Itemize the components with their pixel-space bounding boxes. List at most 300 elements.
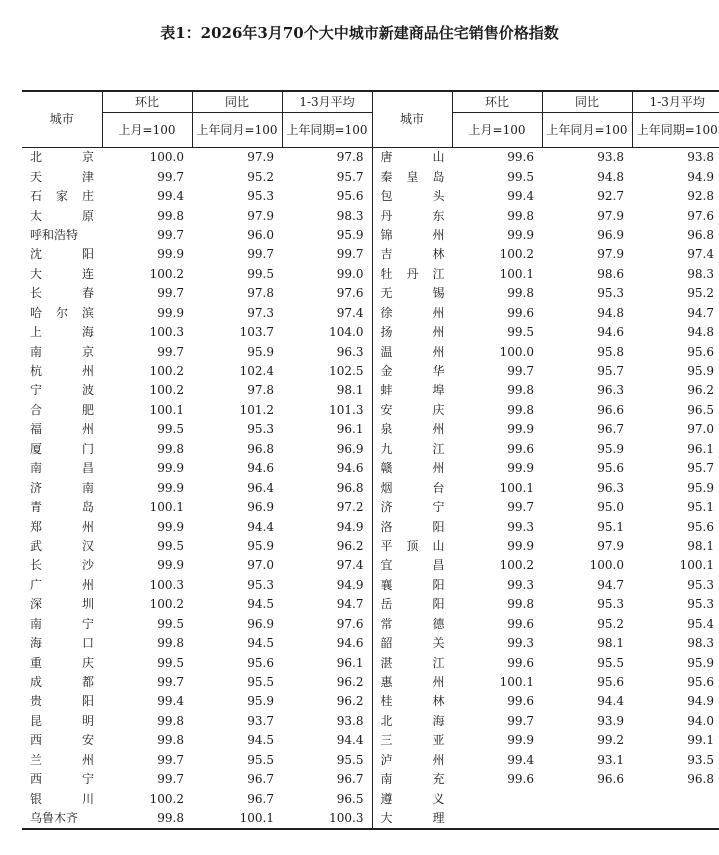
left-city-name bbox=[22, 809, 102, 829]
right-city-name-text: 烟 台 bbox=[380, 480, 445, 495]
right-yoy-value: 96.6 bbox=[597, 772, 624, 787]
right-avg-value: 95.9 bbox=[687, 480, 714, 495]
left-city-name bbox=[22, 323, 102, 342]
right-avg-value: 95.2 bbox=[687, 286, 714, 301]
right-avg-value: 94.8 bbox=[687, 325, 714, 340]
left-mom-header: 环比 bbox=[102, 91, 192, 113]
left-avg-value: 98.1 bbox=[282, 381, 372, 400]
right-yoy-value: 93.9 bbox=[597, 713, 624, 728]
left-mom-value: 100.0 bbox=[149, 150, 184, 165]
left-yoy-value: 94.4 bbox=[247, 519, 274, 534]
table-row bbox=[22, 498, 719, 517]
left-avg-value: 104.0 bbox=[282, 323, 372, 342]
left-avg-value: 97.4 bbox=[282, 304, 372, 323]
right-city-name bbox=[372, 420, 452, 439]
right-avg-value: 99.1 bbox=[687, 733, 714, 748]
right-city-name bbox=[372, 517, 452, 536]
left-yoy-value: 97.9 bbox=[247, 150, 274, 165]
left-city-name bbox=[22, 731, 102, 750]
left-city-name-text: 太 原 bbox=[30, 208, 94, 223]
left-yoy-value: 97.0 bbox=[247, 558, 274, 573]
right-city-name-text: 九 江 bbox=[380, 441, 445, 456]
right-city-name bbox=[372, 459, 452, 478]
right-yoy-value: 94.4 bbox=[597, 694, 624, 709]
right-yoy-value: 93.8 bbox=[597, 150, 624, 165]
left-yoy-header: 同比 bbox=[192, 91, 282, 113]
left-city-name-text: 海 口 bbox=[30, 636, 94, 651]
right-city-name-text: 遵 义 bbox=[380, 791, 445, 806]
right-city-name bbox=[372, 323, 452, 342]
right-yoy-value: 95.5 bbox=[597, 655, 624, 670]
right-avg-value: 95.1 bbox=[687, 500, 714, 515]
left-avg-value: 94.7 bbox=[282, 595, 372, 614]
left-yoy-value: 97.8 bbox=[247, 286, 274, 301]
right-mom-value: 99.6 bbox=[507, 150, 534, 165]
left-yoy-value: 95.3 bbox=[247, 577, 274, 592]
left-city-name-text: 南 宁 bbox=[30, 616, 94, 631]
right-avg-base bbox=[632, 113, 719, 148]
left-yoy-value: 97.3 bbox=[247, 305, 274, 320]
table-row bbox=[22, 731, 719, 750]
right-city-name-text: 泉 州 bbox=[380, 422, 445, 437]
left-city-name-text: 西 宁 bbox=[30, 772, 94, 787]
left-avg-value: 96.1 bbox=[282, 420, 372, 439]
left-avg-value: 95.9 bbox=[282, 226, 372, 245]
left-mom-value: 99.9 bbox=[157, 519, 184, 534]
right-mom-value: 99.6 bbox=[507, 305, 534, 320]
left-city-name-text: 宁 波 bbox=[30, 383, 94, 398]
left-city-name bbox=[22, 653, 102, 672]
left-avg-value: 96.1 bbox=[282, 653, 372, 672]
right-city-name-text: 平 顶 山 bbox=[380, 538, 445, 553]
left-avg-value: 93.8 bbox=[282, 712, 372, 731]
right-mom-value: 99.9 bbox=[507, 733, 534, 748]
left-city-name bbox=[22, 148, 102, 168]
right-avg-value: 94.9 bbox=[687, 169, 714, 184]
left-yoy-value: 95.9 bbox=[247, 694, 274, 709]
left-city-header: 城市 bbox=[22, 91, 102, 148]
right-city-name bbox=[372, 789, 452, 808]
left-city-name-text: 兰 州 bbox=[30, 752, 94, 767]
right-mom-value: 99.9 bbox=[507, 461, 534, 476]
left-avg-value: 101.3 bbox=[282, 401, 372, 420]
left-avg-value: 102.5 bbox=[282, 362, 372, 381]
left-mom-value: 99.8 bbox=[157, 733, 184, 748]
right-yoy-value bbox=[542, 809, 632, 829]
left-avg-value: 97.6 bbox=[282, 615, 372, 634]
left-mom-value: 100.2 bbox=[149, 364, 184, 379]
left-yoy-base bbox=[192, 113, 282, 148]
left-avg-value: 96.5 bbox=[282, 789, 372, 808]
right-city-name-text: 襄 阳 bbox=[380, 577, 445, 592]
right-city-name-text: 温 州 bbox=[380, 344, 445, 359]
left-avg-value: 100.3 bbox=[282, 809, 372, 829]
left-mom-value: 99.4 bbox=[157, 694, 184, 709]
left-city-name bbox=[22, 673, 102, 692]
left-avg-value: 96.8 bbox=[282, 478, 372, 497]
right-yoy-value: 92.7 bbox=[597, 189, 624, 204]
left-yoy-value: 96.7 bbox=[247, 791, 274, 806]
left-city-name bbox=[22, 634, 102, 653]
left-city-name bbox=[22, 284, 102, 303]
right-avg-value: 100.1 bbox=[679, 558, 714, 573]
table-row bbox=[22, 751, 719, 770]
right-yoy-value: 94.7 bbox=[597, 577, 624, 592]
left-yoy-value: 95.3 bbox=[247, 422, 274, 437]
table-row bbox=[22, 362, 719, 381]
right-mom-value: 100.2 bbox=[499, 558, 534, 573]
right-city-name-text: 北 海 bbox=[380, 713, 445, 728]
right-avg-value: 95.6 bbox=[687, 519, 714, 534]
left-avg-value: 96.2 bbox=[282, 673, 372, 692]
right-city-name-text: 吉 林 bbox=[380, 247, 445, 262]
right-avg-value bbox=[632, 789, 719, 808]
left-avg-value: 96.3 bbox=[282, 342, 372, 361]
right-mom-value: 100.1 bbox=[499, 675, 534, 690]
right-mom-value: 99.9 bbox=[507, 538, 534, 553]
right-mom-header: 环比 bbox=[452, 91, 542, 113]
right-city-name bbox=[372, 595, 452, 614]
left-city-name-text: 大 连 bbox=[30, 266, 94, 281]
right-mom-value: 99.8 bbox=[507, 597, 534, 612]
right-city-name bbox=[372, 226, 452, 245]
left-yoy-value: 94.5 bbox=[247, 597, 274, 612]
table-row bbox=[22, 206, 719, 225]
left-city-name bbox=[22, 440, 102, 459]
right-city-name-text: 徐 州 bbox=[380, 305, 445, 320]
left-city-name-text: 上 海 bbox=[30, 325, 94, 340]
right-city-name bbox=[372, 576, 452, 595]
left-city-name-text: 沈 阳 bbox=[30, 247, 94, 262]
left-yoy-value: 97.8 bbox=[247, 383, 274, 398]
right-city-name bbox=[372, 381, 452, 400]
left-avg-value: 99.0 bbox=[282, 265, 372, 284]
left-yoy-value: 95.2 bbox=[247, 169, 274, 184]
right-yoy-value: 98.1 bbox=[597, 636, 624, 651]
right-city-name bbox=[372, 615, 452, 634]
left-mom-value: 99.5 bbox=[157, 655, 184, 670]
right-mom-value: 99.3 bbox=[507, 636, 534, 651]
right-avg-value: 96.1 bbox=[687, 441, 714, 456]
left-mom-value: 99.8 bbox=[157, 441, 184, 456]
right-avg-value: 97.0 bbox=[687, 422, 714, 437]
left-mom-value: 99.5 bbox=[157, 616, 184, 631]
right-city-name-text: 泸 州 bbox=[380, 752, 445, 767]
left-yoy-value: 96.0 bbox=[247, 227, 274, 242]
right-city-name-text: 锦 州 bbox=[380, 227, 445, 242]
table-row bbox=[22, 595, 719, 614]
right-mom-value: 99.9 bbox=[507, 227, 534, 242]
table-row bbox=[22, 245, 719, 264]
right-mom-value: 99.8 bbox=[507, 286, 534, 301]
left-mom-value: 100.2 bbox=[149, 383, 184, 398]
right-yoy-value: 96.3 bbox=[597, 480, 624, 495]
right-yoy-value: 96.3 bbox=[597, 383, 624, 398]
left-yoy-value: 99.7 bbox=[247, 247, 274, 262]
right-mom-value: 99.3 bbox=[507, 519, 534, 534]
left-city-name bbox=[22, 712, 102, 731]
left-city-name-text: 长 沙 bbox=[30, 558, 94, 573]
right-avg-value: 94.0 bbox=[687, 713, 714, 728]
left-mom-value: 99.9 bbox=[157, 558, 184, 573]
left-yoy-value: 100.1 bbox=[192, 809, 282, 829]
left-city-name-text: 长 春 bbox=[30, 286, 94, 301]
table-row bbox=[22, 226, 719, 245]
right-avg-value: 95.3 bbox=[687, 597, 714, 612]
right-city-name-text: 无 锡 bbox=[380, 286, 445, 301]
left-avg-value: 96.7 bbox=[282, 770, 372, 789]
left-yoy-value: 95.9 bbox=[247, 538, 274, 553]
right-city-name-text: 岳 阳 bbox=[380, 597, 445, 612]
left-yoy-base-text: 上年同月=100 bbox=[196, 122, 278, 137]
left-yoy-value: 95.3 bbox=[247, 189, 274, 204]
left-city-name-text: 合 肥 bbox=[30, 402, 94, 417]
left-city-name-text: 昆 明 bbox=[30, 713, 94, 728]
table-body bbox=[22, 148, 719, 830]
right-yoy-value: 95.6 bbox=[597, 461, 624, 476]
left-mom-value: 99.9 bbox=[157, 247, 184, 262]
table-row bbox=[22, 304, 719, 323]
left-avg-header: 1-3月平均 bbox=[282, 91, 372, 113]
right-yoy-value bbox=[542, 789, 632, 808]
right-city-name bbox=[372, 712, 452, 731]
right-avg-value: 95.6 bbox=[687, 675, 714, 690]
left-yoy-value: 96.9 bbox=[247, 616, 274, 631]
table-row bbox=[22, 342, 719, 361]
right-yoy-base bbox=[542, 113, 632, 148]
table-row bbox=[22, 323, 719, 342]
left-city-name-text: 福 州 bbox=[30, 422, 94, 437]
table-row bbox=[22, 770, 719, 789]
table-row bbox=[22, 712, 719, 731]
left-avg-value: 94.4 bbox=[282, 731, 372, 750]
left-avg-value: 94.6 bbox=[282, 459, 372, 478]
left-avg-value: 97.8 bbox=[282, 148, 372, 168]
left-yoy-value: 95.6 bbox=[247, 655, 274, 670]
left-avg-value: 94.9 bbox=[282, 576, 372, 595]
left-city-name bbox=[22, 206, 102, 225]
left-avg-value: 95.6 bbox=[282, 187, 372, 206]
right-city-name bbox=[372, 770, 452, 789]
left-city-name bbox=[22, 265, 102, 284]
left-city-name bbox=[22, 537, 102, 556]
left-mom-value: 100.2 bbox=[149, 266, 184, 281]
right-city-name-text: 济 宁 bbox=[380, 500, 445, 515]
right-city-header: 城市 bbox=[372, 91, 452, 148]
table-row bbox=[22, 809, 719, 829]
right-city-name bbox=[372, 284, 452, 303]
table-row bbox=[22, 459, 719, 478]
right-yoy-value: 98.6 bbox=[597, 266, 624, 281]
left-city-name-text: 重 庆 bbox=[30, 655, 94, 670]
left-city-name-text: 呼和浩特 bbox=[30, 227, 79, 242]
table-row bbox=[22, 517, 719, 536]
left-mom-value: 99.5 bbox=[157, 538, 184, 553]
right-mom-value: 99.6 bbox=[507, 441, 534, 456]
left-avg-value: 96.9 bbox=[282, 440, 372, 459]
left-yoy-value: 94.6 bbox=[247, 461, 274, 476]
right-city-name-text: 扬 州 bbox=[380, 325, 445, 340]
right-yoy-value: 97.9 bbox=[597, 247, 624, 262]
right-yoy-value: 96.7 bbox=[597, 422, 624, 437]
right-mom-value bbox=[452, 789, 542, 808]
left-city-name bbox=[22, 459, 102, 478]
right-avg-value: 95.9 bbox=[687, 364, 714, 379]
right-avg-value: 96.8 bbox=[687, 772, 714, 787]
left-city-name-text: 哈 尔 滨 bbox=[30, 305, 94, 320]
left-mom-value: 100.2 bbox=[149, 791, 184, 806]
left-yoy-value: 103.7 bbox=[239, 325, 274, 340]
left-yoy-value: 95.5 bbox=[247, 675, 274, 690]
left-mom-value: 99.7 bbox=[157, 772, 184, 787]
right-city-name-text: 丹 东 bbox=[380, 208, 445, 223]
right-yoy-value: 95.3 bbox=[597, 597, 624, 612]
table-row bbox=[22, 148, 719, 168]
right-yoy-value: 95.9 bbox=[597, 441, 624, 456]
left-avg-base-text: 上年同期=100 bbox=[286, 122, 368, 137]
right-avg-value: 98.3 bbox=[687, 636, 714, 651]
right-yoy-value: 100.0 bbox=[589, 558, 624, 573]
right-city-name bbox=[372, 342, 452, 361]
table-row bbox=[22, 440, 719, 459]
left-avg-value: 95.5 bbox=[282, 751, 372, 770]
right-city-name bbox=[372, 731, 452, 750]
left-city-name-text: 深 圳 bbox=[30, 597, 94, 612]
right-avg-value: 97.4 bbox=[687, 247, 714, 262]
left-mom-value: 99.9 bbox=[157, 305, 184, 320]
left-mom-value: 100.1 bbox=[149, 402, 184, 417]
right-city-name-text: 牡 丹 江 bbox=[380, 266, 445, 281]
right-mom-value: 99.7 bbox=[507, 713, 534, 728]
left-city-name bbox=[22, 245, 102, 264]
left-city-name bbox=[22, 226, 102, 245]
right-city-name-text: 桂 林 bbox=[380, 694, 445, 709]
right-city-name bbox=[372, 440, 452, 459]
left-yoy-value: 93.7 bbox=[247, 713, 274, 728]
left-city-name bbox=[22, 342, 102, 361]
left-city-name-text: 南 昌 bbox=[30, 461, 94, 476]
left-city-name-text: 银 川 bbox=[30, 791, 94, 806]
left-city-name bbox=[22, 789, 102, 808]
right-city-name-text: 洛 阳 bbox=[380, 519, 445, 534]
right-yoy-value: 95.3 bbox=[597, 286, 624, 301]
right-mom-value: 99.6 bbox=[507, 694, 534, 709]
left-yoy-value: 96.8 bbox=[247, 441, 274, 456]
left-mom-value: 99.4 bbox=[157, 189, 184, 204]
left-city-name-text: 杭 州 bbox=[30, 364, 94, 379]
right-mom-value: 99.8 bbox=[507, 208, 534, 223]
right-mom-value: 99.7 bbox=[507, 500, 534, 515]
left-mom-value: 100.3 bbox=[149, 325, 184, 340]
table-row bbox=[22, 615, 719, 634]
left-mom-value: 99.9 bbox=[157, 480, 184, 495]
right-city-name-text: 赣 州 bbox=[380, 461, 445, 476]
left-avg-value: 94.9 bbox=[282, 517, 372, 536]
right-yoy-value: 97.9 bbox=[597, 208, 624, 223]
left-city-name-text: 天 津 bbox=[30, 169, 94, 184]
right-yoy-value: 94.8 bbox=[597, 305, 624, 320]
left-avg-value: 97.4 bbox=[282, 556, 372, 575]
right-city-name bbox=[372, 206, 452, 225]
right-mom-value: 99.4 bbox=[507, 189, 534, 204]
right-mom-value: 99.9 bbox=[507, 422, 534, 437]
right-avg-value: 93.8 bbox=[687, 150, 714, 165]
left-mom-value: 100.2 bbox=[149, 597, 184, 612]
left-mom-value: 99.7 bbox=[157, 169, 184, 184]
left-yoy-value: 99.5 bbox=[247, 266, 274, 281]
left-mom-value: 99.8 bbox=[102, 809, 192, 829]
left-city-name-text: 广 州 bbox=[30, 577, 94, 592]
right-avg-header: 1-3月平均 bbox=[632, 91, 719, 113]
right-city-name bbox=[372, 751, 452, 770]
right-yoy-value: 96.9 bbox=[597, 227, 624, 242]
left-city-name-text: 青 岛 bbox=[30, 500, 94, 515]
table-row bbox=[22, 692, 719, 711]
table-row bbox=[22, 478, 719, 497]
left-yoy-value: 94.5 bbox=[247, 733, 274, 748]
left-city-name bbox=[22, 381, 102, 400]
table-row bbox=[22, 634, 719, 653]
right-avg-value: 95.6 bbox=[687, 344, 714, 359]
left-city-name bbox=[22, 576, 102, 595]
right-yoy-value: 95.8 bbox=[597, 344, 624, 359]
right-city-name-text: 蚌 埠 bbox=[380, 383, 445, 398]
right-avg-value: 94.7 bbox=[687, 305, 714, 320]
left-city-name bbox=[22, 478, 102, 497]
right-mom-value: 100.2 bbox=[499, 247, 534, 262]
right-city-name-text: 湛 江 bbox=[380, 655, 445, 670]
right-city-name-text: 唐 山 bbox=[380, 150, 445, 165]
table-row bbox=[22, 284, 719, 303]
left-mom-base: 上月=100 bbox=[102, 113, 192, 148]
right-avg-value: 95.4 bbox=[687, 616, 714, 631]
table-row bbox=[22, 381, 719, 400]
left-mom-value: 99.7 bbox=[157, 286, 184, 301]
left-yoy-value: 97.9 bbox=[247, 208, 274, 223]
right-yoy-value: 93.1 bbox=[597, 752, 624, 767]
left-city-name bbox=[22, 615, 102, 634]
left-yoy-value: 101.2 bbox=[239, 402, 274, 417]
table-row bbox=[22, 653, 719, 672]
left-yoy-value: 96.4 bbox=[247, 480, 274, 495]
left-mom-value: 99.8 bbox=[157, 713, 184, 728]
left-mom-value: 99.7 bbox=[157, 675, 184, 690]
left-city-name-text: 厦 门 bbox=[30, 441, 94, 456]
left-avg-value: 96.2 bbox=[282, 537, 372, 556]
right-city-name-text: 三 亚 bbox=[380, 733, 445, 748]
left-avg-value: 99.7 bbox=[282, 245, 372, 264]
right-yoy-value: 95.0 bbox=[597, 500, 624, 515]
left-avg-value: 96.2 bbox=[282, 692, 372, 711]
right-city-name-text: 大 理 bbox=[380, 811, 445, 826]
right-city-name bbox=[372, 362, 452, 381]
right-city-name bbox=[372, 634, 452, 653]
right-city-name-text: 包 头 bbox=[380, 189, 445, 204]
right-mom-value: 99.4 bbox=[507, 752, 534, 767]
right-city-name-text: 宜 昌 bbox=[380, 558, 445, 573]
left-city-name-text: 成 都 bbox=[30, 675, 94, 690]
left-yoy-value: 94.5 bbox=[247, 636, 274, 651]
right-mom-value: 99.6 bbox=[507, 772, 534, 787]
left-city-name bbox=[22, 517, 102, 536]
left-yoy-value: 96.7 bbox=[247, 772, 274, 787]
left-mom-value: 99.8 bbox=[157, 636, 184, 651]
left-mom-value: 100.3 bbox=[149, 577, 184, 592]
right-mom-value: 100.0 bbox=[499, 344, 534, 359]
left-city-name-text: 乌鲁木齐 bbox=[30, 811, 79, 826]
left-mom-value: 99.7 bbox=[157, 344, 184, 359]
left-city-name bbox=[22, 401, 102, 420]
